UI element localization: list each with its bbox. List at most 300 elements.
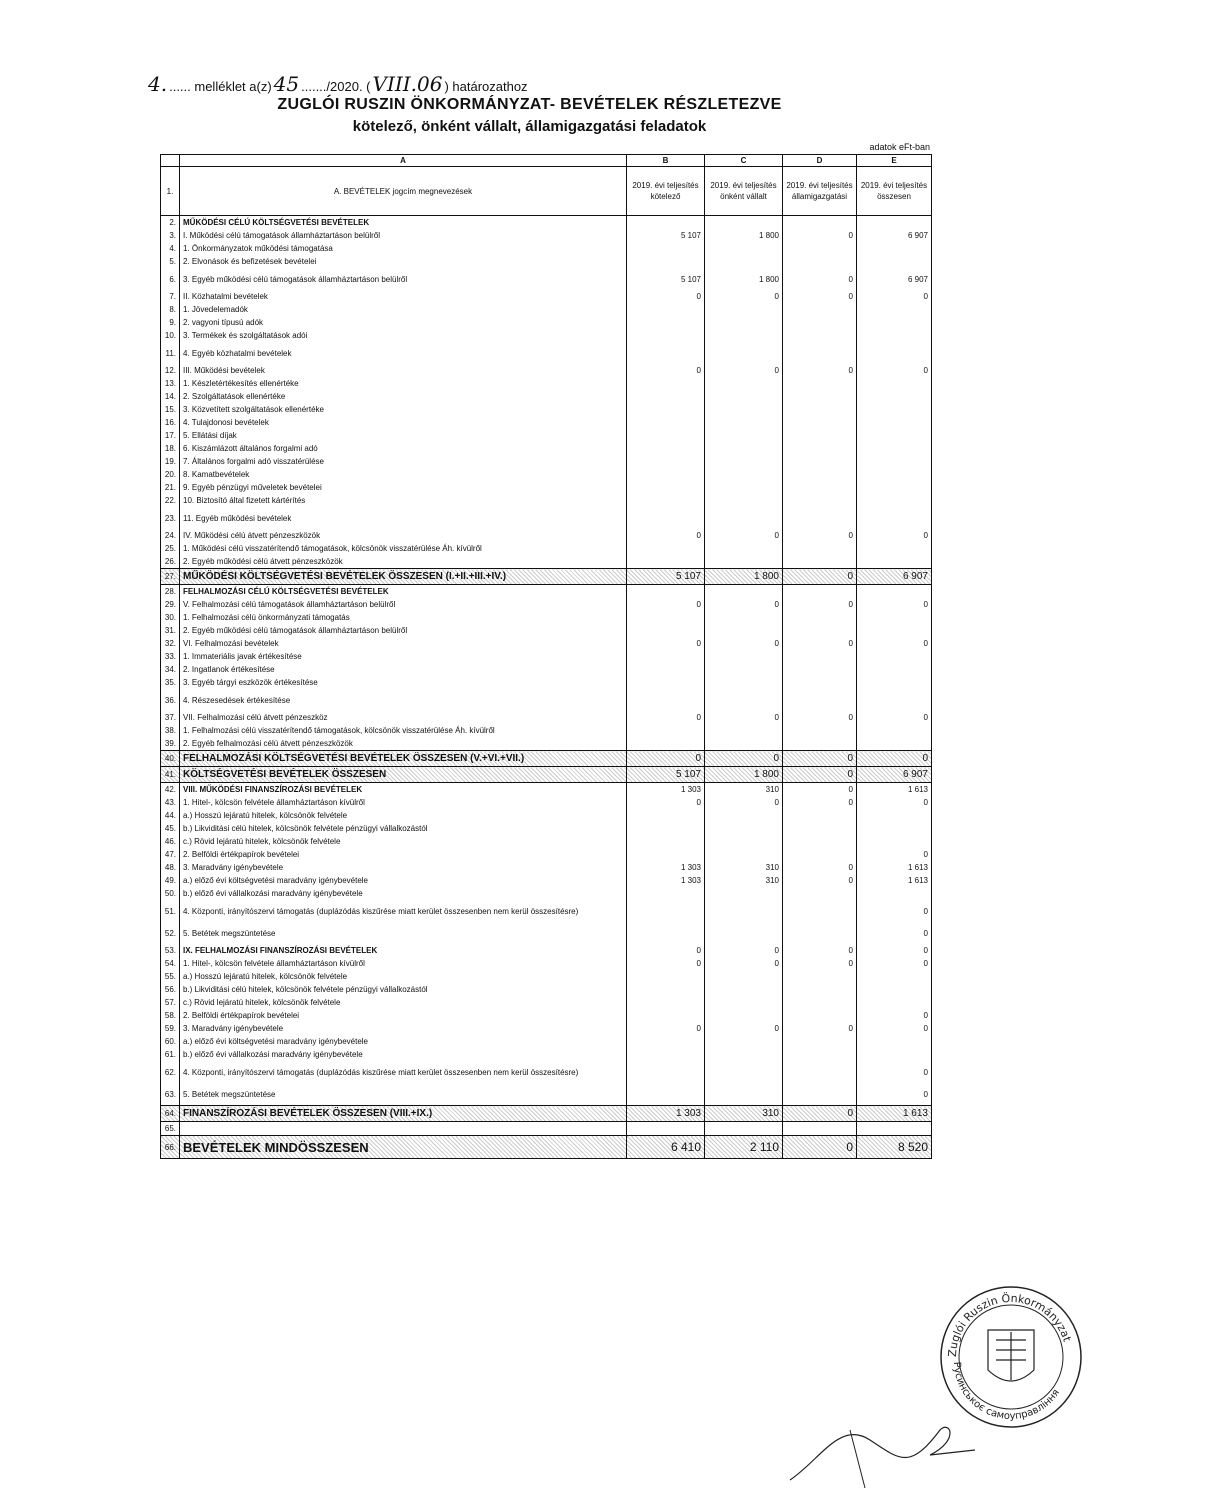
- value-osszesen: 0: [857, 1083, 932, 1106]
- table-row: [161, 1009, 932, 1022]
- row-number: 44.: [161, 809, 180, 822]
- row-label: 3. Maradvány igénybevétele: [180, 861, 627, 874]
- row-label: 2. Ingatlanok értékesítése: [180, 663, 627, 676]
- row-label: [180, 1122, 627, 1136]
- row-label: b.) Likviditási célú hitelek, kölcsönök felvétele pénzügyi vállalkozástól: [180, 983, 627, 996]
- value-allamigazgatasi: 0: [783, 569, 857, 585]
- row-label: 2. vagyoni típusú adók: [180, 316, 627, 329]
- row-number: 32.: [161, 637, 180, 650]
- value-onkent-vallalt: 1 800: [705, 569, 783, 585]
- row-number: 27.: [161, 569, 180, 585]
- row-label: IX. FELHALMOZÁSI FINANSZÍROZÁSI BEVÉTELEK: [180, 944, 627, 957]
- table-row: [161, 835, 932, 848]
- value-allamigazgatasi: [783, 1009, 857, 1022]
- value-kotelezo: [627, 809, 705, 822]
- value-onkent-vallalt: [705, 737, 783, 751]
- value-allamigazgatasi: [783, 481, 857, 494]
- row-number: 31.: [161, 624, 180, 637]
- col-letter-b: B: [627, 155, 705, 167]
- value-kotelezo: [627, 624, 705, 637]
- value-allamigazgatasi: [783, 822, 857, 835]
- value-onkent-vallalt: 0: [705, 637, 783, 650]
- value-kotelezo: [627, 329, 705, 342]
- stamp-text-bottom: Русинськоє самоуправління: [950, 1361, 1063, 1423]
- table-row: [161, 624, 932, 637]
- row-number: 7.: [161, 290, 180, 303]
- value-osszesen: [857, 970, 932, 983]
- table-row: [161, 996, 932, 1009]
- row-number: 64.: [161, 1106, 180, 1122]
- row-label: 2. Belföldi értékpapírok bevételei: [180, 848, 627, 861]
- row-number: 21.: [161, 481, 180, 494]
- value-osszesen: 0: [857, 944, 932, 957]
- value-kotelezo: [627, 1122, 705, 1136]
- value-kotelezo: [627, 303, 705, 316]
- table-row: [161, 737, 932, 751]
- value-allamigazgatasi: [783, 676, 857, 689]
- value-allamigazgatasi: [783, 737, 857, 751]
- value-onkent-vallalt: 310: [705, 783, 783, 797]
- value-osszesen: [857, 1048, 932, 1061]
- value-osszesen: [857, 1035, 932, 1048]
- row-number: 28.: [161, 585, 180, 599]
- value-kotelezo: [627, 481, 705, 494]
- value-kotelezo: [627, 342, 705, 364]
- value-kotelezo: [627, 1061, 705, 1083]
- row-label: 3. Közvetített szolgáltatások ellenértéke: [180, 403, 627, 416]
- row-label: 9. Egyéb pénzügyi műveletek bevételei: [180, 481, 627, 494]
- value-osszesen: [857, 887, 932, 900]
- table-row: [161, 555, 932, 569]
- value-osszesen: 0: [857, 957, 932, 970]
- row-label: 5. Ellátási díjak: [180, 429, 627, 442]
- value-kotelezo: 6 410: [627, 1136, 705, 1159]
- value-osszesen: 0: [857, 751, 932, 767]
- value-osszesen: 6 907: [857, 229, 932, 242]
- row-number: 29.: [161, 598, 180, 611]
- table-row: [161, 809, 932, 822]
- value-osszesen: [857, 216, 932, 230]
- value-allamigazgatasi: [783, 255, 857, 268]
- value-osszesen: 0: [857, 637, 932, 650]
- row-label: 4. Tulajdonosi bevételek: [180, 416, 627, 429]
- row-number: 38.: [161, 724, 180, 737]
- value-allamigazgatasi: [783, 403, 857, 416]
- row-number: 47.: [161, 848, 180, 861]
- value-kotelezo: [627, 377, 705, 390]
- row-label: IV. Működési célú átvett pénzeszközök: [180, 529, 627, 542]
- value-allamigazgatasi: 0: [783, 957, 857, 970]
- value-allamigazgatasi: [783, 1035, 857, 1048]
- value-onkent-vallalt: 0: [705, 711, 783, 724]
- value-allamigazgatasi: [783, 342, 857, 364]
- value-allamigazgatasi: [783, 542, 857, 555]
- value-allamigazgatasi: [783, 1061, 857, 1083]
- attachment-label: ...... melléklet a(z): [169, 79, 272, 94]
- value-onkent-vallalt: [705, 900, 783, 922]
- value-osszesen: [857, 494, 932, 507]
- value-allamigazgatasi: [783, 611, 857, 624]
- row-number: 34.: [161, 663, 180, 676]
- table-row: [161, 922, 932, 944]
- value-allamigazgatasi: [783, 242, 857, 255]
- row-label: a.) Hosszú lejáratú hitelek, kölcsönök felvétele: [180, 970, 627, 983]
- document-subtitle: kötelező, önként vállalt, államigazgatási feladatok: [352, 118, 707, 135]
- row-number: 35.: [161, 676, 180, 689]
- value-allamigazgatasi: 0: [783, 364, 857, 377]
- table-row: [161, 689, 932, 711]
- value-osszesen: 0: [857, 848, 932, 861]
- stamp-text-top: Zuglói Ruszin Önkormányzat: [945, 1291, 1074, 1358]
- value-kotelezo: [627, 970, 705, 983]
- value-onkent-vallalt: [705, 1048, 783, 1061]
- row-label: VIII. MŰKÖDÉSI FINANSZÍROZÁSI BEVÉTELEK: [180, 783, 627, 797]
- resolution-number: 45: [273, 72, 300, 96]
- value-kotelezo: 0: [627, 796, 705, 809]
- value-onkent-vallalt: 1 800: [705, 767, 783, 783]
- value-osszesen: [857, 1122, 932, 1136]
- table-row: [161, 377, 932, 390]
- value-onkent-vallalt: [705, 342, 783, 364]
- value-onkent-vallalt: [705, 1083, 783, 1106]
- row-number: 15.: [161, 403, 180, 416]
- value-onkent-vallalt: 0: [705, 944, 783, 957]
- value-osszesen: [857, 737, 932, 751]
- value-onkent-vallalt: 2 110: [705, 1136, 783, 1159]
- value-kotelezo: [627, 996, 705, 1009]
- row-label: 2. Belföldi értékpapírok bevételei: [180, 1009, 627, 1022]
- row-number: 3.: [161, 229, 180, 242]
- row-number: 42.: [161, 783, 180, 797]
- value-onkent-vallalt: [705, 216, 783, 230]
- table-row: [161, 303, 932, 316]
- row-label: 3. Termékek és szolgáltatások adói: [180, 329, 627, 342]
- value-kotelezo: [627, 676, 705, 689]
- value-onkent-vallalt: [705, 809, 783, 822]
- row-label: 1. Hitel-, kölcsön felvétele államháztartáson kívülről: [180, 957, 627, 970]
- value-kotelezo: [627, 429, 705, 442]
- row-label: 8. Kamatbevételek: [180, 468, 627, 481]
- value-allamigazgatasi: [783, 970, 857, 983]
- value-allamigazgatasi: [783, 848, 857, 861]
- value-allamigazgatasi: [783, 887, 857, 900]
- value-kotelezo: [627, 650, 705, 663]
- row-label: a.) Hosszú lejáratú hitelek, kölcsönök felvétele: [180, 809, 627, 822]
- row-number: 26.: [161, 555, 180, 569]
- value-osszesen: [857, 689, 932, 711]
- value-osszesen: 1 613: [857, 783, 932, 797]
- value-osszesen: [857, 676, 932, 689]
- value-osszesen: [857, 809, 932, 822]
- table-row: [161, 663, 932, 676]
- value-onkent-vallalt: [705, 585, 783, 599]
- table-row: [161, 268, 932, 290]
- value-onkent-vallalt: [705, 507, 783, 529]
- value-onkent-vallalt: 1 800: [705, 229, 783, 242]
- value-allamigazgatasi: [783, 303, 857, 316]
- value-onkent-vallalt: [705, 1035, 783, 1048]
- row-number: 30.: [161, 611, 180, 624]
- row-label: c.) Rövid lejáratú hitelek, kölcsönök felvétele: [180, 835, 627, 848]
- row-label: 4. Központi, irányítószervi támogatás (duplázódás kiszűrése miatt kerület összesenben nem kerül összesítésre): [180, 1061, 627, 1083]
- value-osszesen: 6 907: [857, 569, 932, 585]
- value-osszesen: 0: [857, 711, 932, 724]
- value-osszesen: [857, 663, 932, 676]
- col-header-c: 2019. évi teljesítés önként vállalt: [705, 167, 783, 216]
- value-kotelezo: [627, 611, 705, 624]
- row-number: 10.: [161, 329, 180, 342]
- table-row: [161, 900, 932, 922]
- row-number: 16.: [161, 416, 180, 429]
- table-row: [161, 637, 932, 650]
- value-onkent-vallalt: [705, 822, 783, 835]
- value-osszesen: [857, 724, 932, 737]
- value-onkent-vallalt: [705, 689, 783, 711]
- value-onkent-vallalt: [705, 1009, 783, 1022]
- table-row: [161, 767, 932, 783]
- value-kotelezo: [627, 887, 705, 900]
- value-allamigazgatasi: 0: [783, 1022, 857, 1035]
- value-allamigazgatasi: [783, 377, 857, 390]
- value-onkent-vallalt: 1 800: [705, 268, 783, 290]
- value-kotelezo: [627, 1048, 705, 1061]
- row-label: II. Közhatalmi bevételek: [180, 290, 627, 303]
- value-kotelezo: 1 303: [627, 874, 705, 887]
- row-number: 50.: [161, 887, 180, 900]
- value-kotelezo: [627, 689, 705, 711]
- table-row: [161, 429, 932, 442]
- value-kotelezo: [627, 663, 705, 676]
- value-osszesen: 0: [857, 1009, 932, 1022]
- row-label: 1. Önkormányzatok működési támogatása: [180, 242, 627, 255]
- row-label: b.) Likviditási célú hitelek, kölcsönök felvétele pénzügyi vállalkozástól: [180, 822, 627, 835]
- value-allamigazgatasi: 0: [783, 637, 857, 650]
- value-kotelezo: [627, 900, 705, 922]
- table-row: [161, 455, 932, 468]
- value-onkent-vallalt: [705, 542, 783, 555]
- row-number: 37.: [161, 711, 180, 724]
- value-kotelezo: [627, 216, 705, 230]
- value-kotelezo: [627, 1083, 705, 1106]
- resolution-year: ......./2020. (: [301, 79, 371, 94]
- row-number: 2.: [161, 216, 180, 230]
- value-onkent-vallalt: [705, 468, 783, 481]
- row-label: I. Működési célú támogatások államháztartáson belülről: [180, 229, 627, 242]
- row-number: 55.: [161, 970, 180, 983]
- value-onkent-vallalt: 310: [705, 1106, 783, 1122]
- table-row: [161, 848, 932, 861]
- table-row: [161, 364, 932, 377]
- value-kotelezo: [627, 255, 705, 268]
- value-onkent-vallalt: [705, 724, 783, 737]
- row-label: FELHALMOZÁSI CÉLÚ KÖLTSÉGVETÉSI BEVÉTELEK: [180, 585, 627, 599]
- value-onkent-vallalt: [705, 996, 783, 1009]
- value-allamigazgatasi: [783, 390, 857, 403]
- value-kotelezo: [627, 390, 705, 403]
- col-header-d: 2019. évi teljesítés államigazgatási: [783, 167, 857, 216]
- row-number: 14.: [161, 390, 180, 403]
- value-onkent-vallalt: [705, 650, 783, 663]
- value-osszesen: 0: [857, 364, 932, 377]
- value-osszesen: [857, 611, 932, 624]
- value-kotelezo: [627, 555, 705, 569]
- value-osszesen: [857, 468, 932, 481]
- value-onkent-vallalt: [705, 624, 783, 637]
- row-number: 46.: [161, 835, 180, 848]
- table-row: [161, 290, 932, 303]
- col-header-e: 2019. évi teljesítés összesen: [857, 167, 932, 216]
- value-kotelezo: [627, 585, 705, 599]
- value-osszesen: [857, 316, 932, 329]
- unit-note: adatok eFt-ban: [869, 142, 930, 152]
- row-label: KÖLTSÉGVETÉSI BEVÉTELEK ÖSSZESEN: [180, 767, 627, 783]
- value-osszesen: [857, 835, 932, 848]
- value-allamigazgatasi: [783, 922, 857, 944]
- value-kotelezo: [627, 1009, 705, 1022]
- row-label: b.) előző évi vállalkozási maradvány igénybevétele: [180, 887, 627, 900]
- value-allamigazgatasi: [783, 329, 857, 342]
- value-allamigazgatasi: [783, 650, 857, 663]
- value-kotelezo: [627, 983, 705, 996]
- row-number: 19.: [161, 455, 180, 468]
- row-number: 25.: [161, 542, 180, 555]
- row-label: 7. Általános forgalmi adó visszatérülése: [180, 455, 627, 468]
- value-onkent-vallalt: 0: [705, 796, 783, 809]
- row-label: 5. Betétek megszüntetése: [180, 1083, 627, 1106]
- row-number: 53.: [161, 944, 180, 957]
- value-onkent-vallalt: [705, 481, 783, 494]
- row-number: 24.: [161, 529, 180, 542]
- row-number: 60.: [161, 1035, 180, 1048]
- row-label: 2. Szolgáltatások ellenértéke: [180, 390, 627, 403]
- value-kotelezo: 0: [627, 529, 705, 542]
- row-label: 11. Egyéb működési bevételek: [180, 507, 627, 529]
- table-row: [161, 611, 932, 624]
- value-onkent-vallalt: [705, 970, 783, 983]
- value-onkent-vallalt: [705, 429, 783, 442]
- value-kotelezo: 5 107: [627, 569, 705, 585]
- row-label: 3. Maradvány igénybevétele: [180, 1022, 627, 1035]
- value-allamigazgatasi: 0: [783, 944, 857, 957]
- value-osszesen: [857, 242, 932, 255]
- value-allamigazgatasi: [783, 429, 857, 442]
- value-osszesen: [857, 542, 932, 555]
- value-allamigazgatasi: [783, 507, 857, 529]
- value-osszesen: [857, 650, 932, 663]
- value-kotelezo: [627, 822, 705, 835]
- value-osszesen: [857, 624, 932, 637]
- col-letter-d: D: [783, 155, 857, 167]
- row-number: 61.: [161, 1048, 180, 1061]
- table-row: [161, 468, 932, 481]
- row-label: BEVÉTELEK MINDÖSSZESEN: [180, 1136, 627, 1159]
- table-row: [161, 1022, 932, 1035]
- table-row: [161, 874, 932, 887]
- table-row: [161, 494, 932, 507]
- value-allamigazgatasi: [783, 468, 857, 481]
- value-kotelezo: 0: [627, 290, 705, 303]
- value-onkent-vallalt: [705, 922, 783, 944]
- value-osszesen: [857, 390, 932, 403]
- value-allamigazgatasi: 0: [783, 1136, 857, 1159]
- value-osszesen: [857, 996, 932, 1009]
- row-number: 18.: [161, 442, 180, 455]
- revenue-table: [160, 154, 932, 1159]
- value-osszesen: 1 613: [857, 861, 932, 874]
- row-number: 48.: [161, 861, 180, 874]
- value-onkent-vallalt: [705, 377, 783, 390]
- value-osszesen: 0: [857, 1061, 932, 1083]
- value-onkent-vallalt: [705, 442, 783, 455]
- value-onkent-vallalt: 0: [705, 364, 783, 377]
- value-allamigazgatasi: [783, 494, 857, 507]
- value-kotelezo: [627, 737, 705, 751]
- resolution-suffix: ) határozathoz: [444, 79, 528, 94]
- value-allamigazgatasi: [783, 1122, 857, 1136]
- row-label: FELHALMOZÁSI KÖLTSÉGVETÉSI BEVÉTELEK ÖSSZESEN (V.+VI.+VII.): [180, 751, 627, 767]
- row-label: 4. Egyéb közhatalmi bevételek: [180, 342, 627, 364]
- value-osszesen: 8 520: [857, 1136, 932, 1159]
- table-row: [161, 822, 932, 835]
- row-label: VII. Felhalmozási célú átvett pénzeszköz: [180, 711, 627, 724]
- row-label: 4. Központi, irányítószervi támogatás (duplázódás kiszűrése miatt kerület összesenben nem kerül összesítésre): [180, 900, 627, 922]
- row-number: 39.: [161, 737, 180, 751]
- col-letter-blank: [161, 155, 180, 167]
- value-onkent-vallalt: [705, 1122, 783, 1136]
- table-row: [161, 970, 932, 983]
- row-number: 49.: [161, 874, 180, 887]
- table-row: [161, 442, 932, 455]
- row-number: 11.: [161, 342, 180, 364]
- value-allamigazgatasi: [783, 624, 857, 637]
- row-label: c.) Rövid lejáratú hitelek, kölcsönök felvétele: [180, 996, 627, 1009]
- row-number: 65.: [161, 1122, 180, 1136]
- table-row: [161, 390, 932, 403]
- row-number: 57.: [161, 996, 180, 1009]
- table-row: [161, 329, 932, 342]
- value-osszesen: [857, 822, 932, 835]
- value-osszesen: [857, 429, 932, 442]
- value-kotelezo: [627, 416, 705, 429]
- table-row: [161, 957, 932, 970]
- col-letter-c: C: [705, 155, 783, 167]
- row-label: a.) előző évi költségvetési maradvány igénybevétele: [180, 874, 627, 887]
- value-onkent-vallalt: 0: [705, 290, 783, 303]
- table-row: [161, 1048, 932, 1061]
- value-kotelezo: 0: [627, 944, 705, 957]
- value-allamigazgatasi: [783, 1083, 857, 1106]
- table-row: [161, 542, 932, 555]
- table-row: [161, 861, 932, 874]
- row-number: 22.: [161, 494, 180, 507]
- value-onkent-vallalt: 0: [705, 529, 783, 542]
- row-number: 13.: [161, 377, 180, 390]
- attachment-number: 4.: [148, 72, 168, 96]
- row-label: 1. Hitel-, kölcsön felvétele államháztartáson kívülről: [180, 796, 627, 809]
- table-row: [161, 676, 932, 689]
- value-allamigazgatasi: [783, 809, 857, 822]
- row-label: MŰKÖDÉSI CÉLÚ KÖLTSÉGVETÉSI BEVÉTELEK: [180, 216, 627, 230]
- value-allamigazgatasi: 0: [783, 268, 857, 290]
- value-onkent-vallalt: [705, 255, 783, 268]
- value-osszesen: [857, 403, 932, 416]
- value-kotelezo: [627, 848, 705, 861]
- table-row: [161, 507, 932, 529]
- value-allamigazgatasi: [783, 835, 857, 848]
- value-allamigazgatasi: 0: [783, 290, 857, 303]
- column-header-row: [161, 167, 932, 216]
- row-label: 5. Betétek megszüntetése: [180, 922, 627, 944]
